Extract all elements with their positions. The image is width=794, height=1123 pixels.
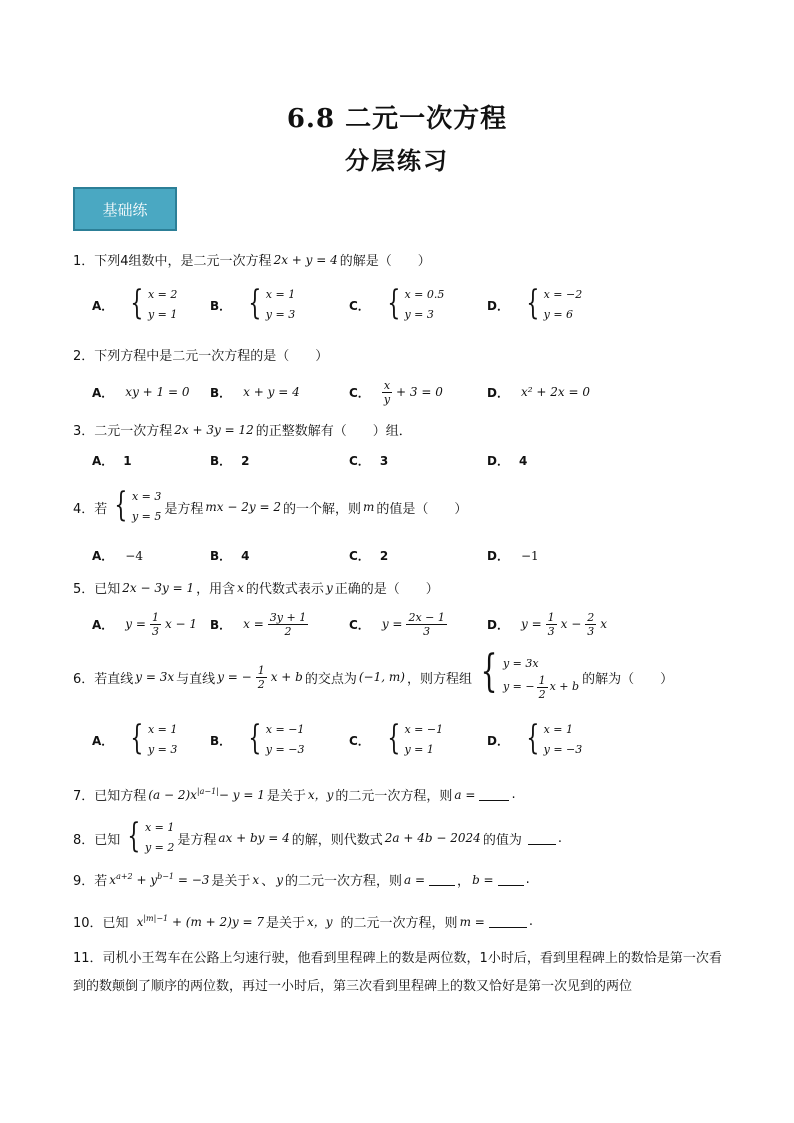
q3-number: 3．: [73, 424, 95, 439]
q1-option-d[interactable]: D． { x = −2 y = 6: [487, 283, 583, 323]
q3-option-c[interactable]: C． 3: [349, 453, 389, 468]
q6-option-a[interactable]: A． { x = 1 y = 3: [92, 718, 178, 758]
page-subtitle: 分层练习: [345, 147, 449, 175]
question-8: 8． 已知 { x = 1 y = 2 是方程 ax + by = 4 的解，则代数式 2a + 4b − 2024 的值为 .: [73, 816, 562, 856]
q1-option-b[interactable]: B． { x = 1 y = 3: [210, 283, 296, 323]
q1-number: 1．: [73, 254, 95, 269]
question-4: 4． 若 { x = 3 y = 5 是方程 mx − 2y = 2 的一个解，则 m 的值是（ ）: [73, 485, 468, 525]
q6-option-c[interactable]: C． { x = −1 y = 1: [349, 718, 444, 758]
q2-text: 下列方程中是二元一次方程的是（ ）: [94, 349, 329, 364]
q4-option-d[interactable]: D． −1: [487, 548, 539, 563]
q4-pre: 若: [94, 501, 108, 517]
q4-options: [92, 547, 712, 564]
q3-option-b[interactable]: B． 2: [210, 453, 250, 468]
q2-option-c[interactable]: C． $\frac{x}{y}$ + 3 = 0: [349, 378, 443, 406]
q11-number: 11．: [73, 951, 103, 966]
q1-post: 的解是（ ）: [339, 254, 431, 269]
q4-number: 4．: [73, 501, 95, 517]
q2-option-b[interactable]: B． x + y = 4: [210, 385, 300, 400]
page-title: 6.8 二元一次方程: [286, 104, 508, 134]
q6-option-b[interactable]: B． { x = −1 y = −3: [210, 718, 305, 758]
q7-equation: $(a - 2)x^{|a-1|}- y = 1$: [148, 787, 265, 802]
q8-answer-blank[interactable]: [528, 832, 556, 845]
question-1: [73, 250, 431, 269]
q9-a-blank[interactable]: [429, 873, 455, 886]
q3-option-d[interactable]: D． 4: [487, 453, 528, 468]
q9-number: 9．: [73, 874, 95, 889]
question-7: 7． 已知方程 $(a - 2)x^{|a-1|}- y = 1$ 是关于 x，y 的二元一次方程，则 a = .: [73, 787, 516, 804]
q2-option-d[interactable]: D． x² + 2x = 0: [487, 385, 590, 400]
q3-post: 的正整数解有（ ）组．: [255, 424, 412, 439]
question-5: 5． 已知 2x − 3y = 1 ，用含 x 的代数式表示 y 正确的是（ ）: [73, 578, 439, 597]
q3-equation: 2x + 3y = 12: [174, 422, 254, 437]
q6-system: { y = 3x y = − $\frac{1}{2}$ x + b: [480, 645, 580, 701]
q1-option-c[interactable]: C． { x = 0.5 y = 3: [349, 283, 445, 323]
q4-option-b[interactable]: B． 4: [210, 548, 250, 563]
q4-equation: mx − 2y = 2: [205, 500, 281, 514]
q7-number: 7．: [73, 789, 95, 804]
q6-option-d[interactable]: D． { x = 1 y = −3: [487, 718, 583, 758]
q5-options: [92, 606, 712, 642]
q10-number: 10．: [73, 916, 103, 931]
q4-option-a[interactable]: A． −4: [92, 548, 143, 563]
q1-options: [92, 285, 712, 325]
q8-system: { x = 1 y = 2: [127, 816, 175, 856]
q10-equation: $x^{|m|-1} + (m + 2)y = 7$: [136, 914, 264, 929]
q5-option-b[interactable]: B． x = $\frac{3y + 1}{2}$: [210, 610, 307, 638]
q7-answer-blank[interactable]: [479, 788, 509, 801]
q1-equation: 2x + y = 4: [273, 252, 338, 267]
q11-text: 司机小王驾车在公路上匀速行驶，他看到里程碑上的数是两位数，1小时后，看到里程碑上的数恰是第一次看到的数颠倒了顺序的两位数，再过一小时后，第三次看到里程碑上的数又恰好是第一次见到的两位: [73, 951, 722, 994]
question-3: [73, 420, 412, 439]
q5-option-d[interactable]: D． y = $\frac{1}{3}$ x − $\frac{2}{3}$ x: [487, 610, 608, 638]
question-2: [73, 345, 328, 364]
q5-number: 5．: [73, 582, 95, 597]
q3-pre: 二元一次方程: [94, 424, 173, 439]
q10-answer-blank[interactable]: [489, 915, 527, 928]
q4-option-c[interactable]: C． 2: [349, 548, 389, 563]
question-6: 6． 若直线 y = 3x 与直线 y = − $\frac{1}{2}$ x + b 的交点为 (−1, m) ，则方程组 { y = 3x y = − $\frac{1}{2}$ x + b 的解为（ ）: [73, 645, 674, 701]
section-badge: 基础练: [73, 187, 177, 231]
q8-number: 8．: [73, 832, 95, 848]
question-9: 9． 若 $x^{a+2} + y^{b-1} = -3$ 是关于 x 、 y 的二元一次方程，则 a = ， b = .: [73, 872, 530, 889]
q6-number: 6．: [73, 671, 95, 687]
q5-equation: 2x − 3y = 1: [122, 580, 195, 595]
q1-option-a[interactable]: A． { x = 2 y = 1: [92, 283, 178, 323]
q9-equation: $x^{a+2} + y^{b-1} = -3$: [109, 872, 210, 887]
q6-options: [92, 720, 712, 760]
q9-b-blank[interactable]: [498, 873, 524, 886]
q2-option-a[interactable]: A． xy + 1 = 0: [92, 385, 190, 400]
q2-options: [92, 376, 712, 408]
q2-number: 2．: [73, 349, 95, 364]
q5-option-c[interactable]: C． y = $\frac{2x - 1}{3}$: [349, 610, 445, 638]
question-11: [73, 945, 733, 1001]
question-10: 10． 已知 $x^{|m|-1} + (m + 2)y = 7$ 是关于 x，y 的二元一次方程，则 m = .: [73, 914, 533, 931]
q3-option-a[interactable]: A． 1: [92, 453, 132, 468]
q5-option-a[interactable]: A． y = $\frac{1}{3}$ x − 1: [92, 610, 198, 638]
q1-pre: 下列4组数中，是二元一次方程: [94, 254, 272, 269]
q4-system: { x = 3 y = 5: [114, 485, 162, 525]
q3-options: [92, 452, 712, 469]
